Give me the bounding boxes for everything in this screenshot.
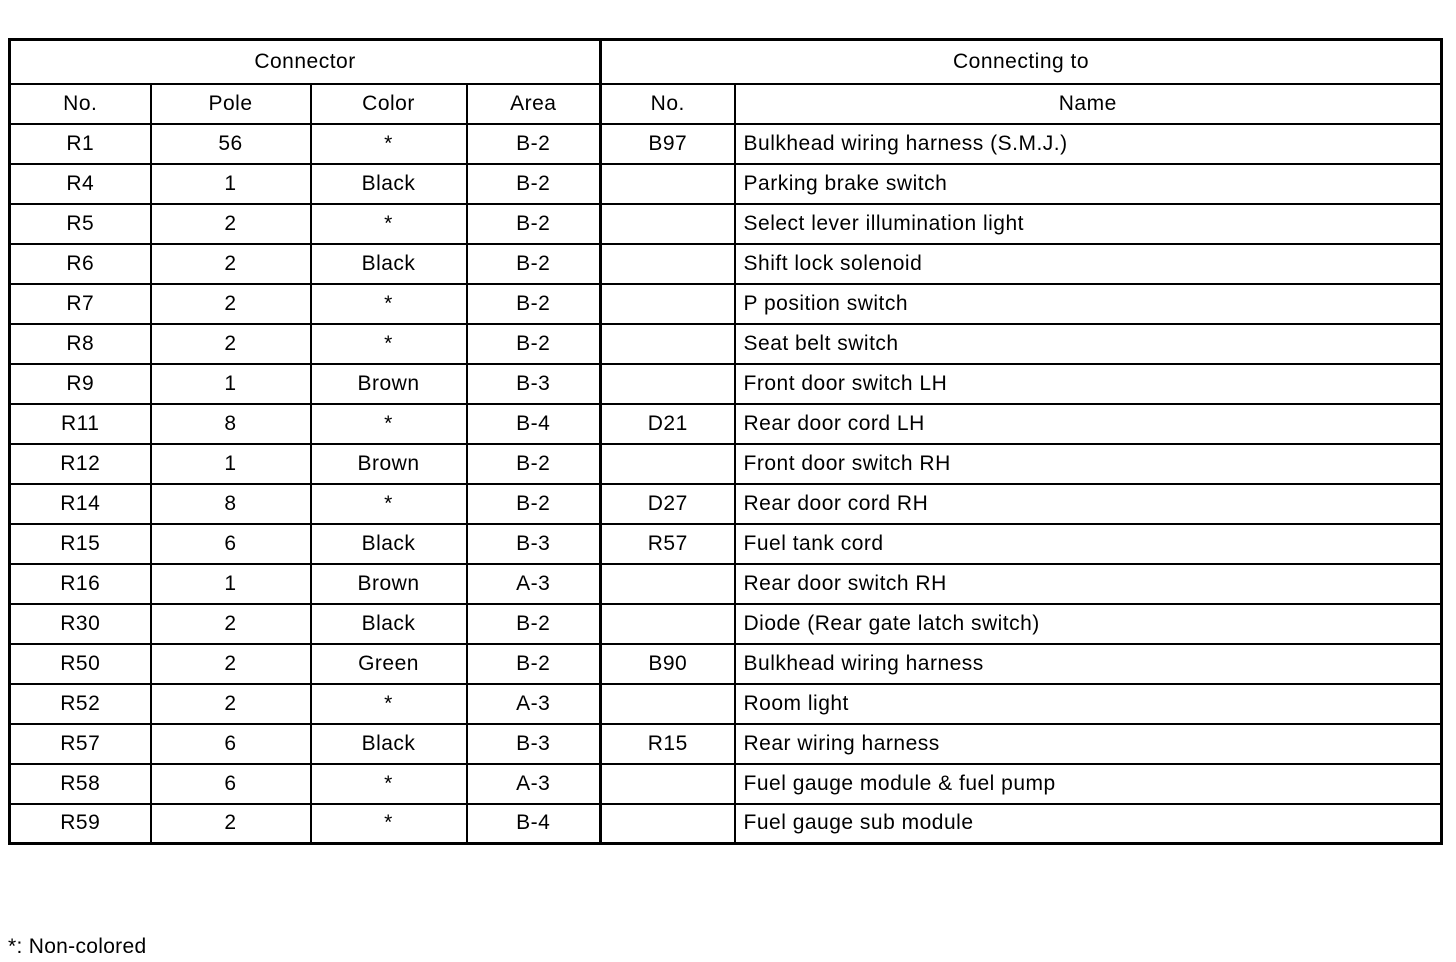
cell-area: B-3 [467,524,601,564]
cell-name: Diode (Rear gate latch switch) [735,604,1442,644]
cell-no: R57 [10,724,151,764]
cell-area: B-2 [467,244,601,284]
cell-area: A-3 [467,564,601,604]
cell-connecting-no [601,204,735,244]
header-no: No. [10,84,151,124]
connector-table [8,38,1443,845]
cell-pole: 2 [151,804,311,844]
cell-color: * [311,124,467,164]
cell-no: R4 [10,164,151,204]
footnote: *: Non-colored [8,935,147,958]
cell-pole: 6 [151,764,311,804]
table-row [10,764,1442,804]
cell-color: * [311,404,467,444]
cell-connecting-no [601,444,735,484]
cell-area: B-2 [467,164,601,204]
table-row [10,564,1442,604]
cell-pole: 1 [151,364,311,404]
cell-connecting-no [601,684,735,724]
cell-pole: 2 [151,684,311,724]
table-row [10,604,1442,644]
cell-color: * [311,204,467,244]
cell-connecting-no: B90 [601,644,735,684]
cell-name: Rear door switch RH [735,564,1442,604]
cell-area: B-3 [467,724,601,764]
cell-connecting-no [601,284,735,324]
cell-name: Rear wiring harness [735,724,1442,764]
cell-color: * [311,484,467,524]
header-connecting-to: Connecting to [601,40,1442,84]
cell-no: R14 [10,484,151,524]
header-connector: Connector [10,40,601,84]
table-row [10,444,1442,484]
table-row [10,484,1442,524]
cell-connecting-no [601,604,735,644]
cell-no: R9 [10,364,151,404]
cell-color: Green [311,644,467,684]
cell-name: Select lever illumination light [735,204,1442,244]
cell-area: B-2 [467,444,601,484]
cell-no: R50 [10,644,151,684]
cell-area: B-2 [467,484,601,524]
cell-no: R52 [10,684,151,724]
cell-connecting-no [601,244,735,284]
cell-pole: 6 [151,524,311,564]
cell-area: B-2 [467,204,601,244]
cell-color: Brown [311,364,467,404]
cell-no: R1 [10,124,151,164]
cell-name: Rear door cord LH [735,404,1442,444]
cell-no: R58 [10,764,151,804]
cell-name: Bulkhead wiring harness (S.M.J.) [735,124,1442,164]
cell-pole: 56 [151,124,311,164]
cell-color: * [311,284,467,324]
cell-no: R15 [10,524,151,564]
header-color: Color [311,84,467,124]
cell-no: R59 [10,804,151,844]
cell-name: Fuel gauge sub module [735,804,1442,844]
cell-pole: 2 [151,324,311,364]
cell-no: R7 [10,284,151,324]
cell-area: B-2 [467,644,601,684]
cell-name: P position switch [735,284,1442,324]
cell-color: Black [311,604,467,644]
cell-color: * [311,324,467,364]
cell-no: R6 [10,244,151,284]
cell-pole: 6 [151,724,311,764]
cell-area: B-2 [467,124,601,164]
cell-connecting-no: R15 [601,724,735,764]
header-name: Name [735,84,1442,124]
header-to-no: No. [601,84,735,124]
cell-pole: 2 [151,604,311,644]
cell-connecting-no: R57 [601,524,735,564]
cell-color: Brown [311,444,467,484]
cell-name: Front door switch LH [735,364,1442,404]
cell-connecting-no [601,764,735,804]
cell-color: Black [311,164,467,204]
header-pole: Pole [151,84,311,124]
table-row [10,324,1442,364]
cell-name: Front door switch RH [735,444,1442,484]
cell-no: R16 [10,564,151,604]
table-row [10,404,1442,444]
cell-name: Fuel tank cord [735,524,1442,564]
cell-pole: 2 [151,244,311,284]
cell-color: Black [311,244,467,284]
table-row [10,244,1442,284]
table-row [10,644,1442,684]
cell-pole: 8 [151,484,311,524]
cell-area: B-4 [467,804,601,844]
header-area: Area [467,84,601,124]
cell-connecting-no: B97 [601,124,735,164]
table-row [10,164,1442,204]
table-row [10,284,1442,324]
table-row [10,724,1442,764]
cell-no: R5 [10,204,151,244]
cell-pole: 1 [151,564,311,604]
cell-name: Parking brake switch [735,164,1442,204]
cell-no: R8 [10,324,151,364]
cell-pole: 2 [151,284,311,324]
cell-pole: 2 [151,204,311,244]
table-row [10,364,1442,404]
cell-connecting-no [601,164,735,204]
cell-area: B-2 [467,324,601,364]
cell-name: Seat belt switch [735,324,1442,364]
cell-no: R12 [10,444,151,484]
table-row [10,524,1442,564]
cell-connecting-no [601,364,735,404]
cell-color: * [311,764,467,804]
cell-area: A-3 [467,684,601,724]
cell-connecting-no [601,324,735,364]
cell-name: Bulkhead wiring harness [735,644,1442,684]
cell-connecting-no [601,564,735,604]
cell-no: R11 [10,404,151,444]
cell-name: Rear door cord RH [735,484,1442,524]
cell-color: Brown [311,564,467,604]
cell-no: R30 [10,604,151,644]
table-row [10,204,1442,244]
cell-color: Black [311,524,467,564]
cell-area: B-2 [467,284,601,324]
cell-connecting-no: D27 [601,484,735,524]
table-header [10,40,1442,124]
cell-pole: 1 [151,164,311,204]
cell-pole: 8 [151,404,311,444]
cell-pole: 2 [151,644,311,684]
cell-name: Room light [735,684,1442,724]
header-group-row [10,40,1442,84]
cell-area: B-3 [467,364,601,404]
cell-name: Shift lock solenoid [735,244,1442,284]
cell-color: * [311,684,467,724]
cell-name: Fuel gauge module & fuel pump [735,764,1442,804]
cell-area: B-4 [467,404,601,444]
table-row [10,124,1442,164]
table-row [10,804,1442,844]
table-body [10,124,1442,844]
cell-connecting-no [601,804,735,844]
cell-connecting-no: D21 [601,404,735,444]
cell-area: A-3 [467,764,601,804]
header-column-row [10,84,1442,124]
cell-color: * [311,804,467,844]
cell-area: B-2 [467,604,601,644]
cell-pole: 1 [151,444,311,484]
table-row [10,684,1442,724]
cell-color: Black [311,724,467,764]
